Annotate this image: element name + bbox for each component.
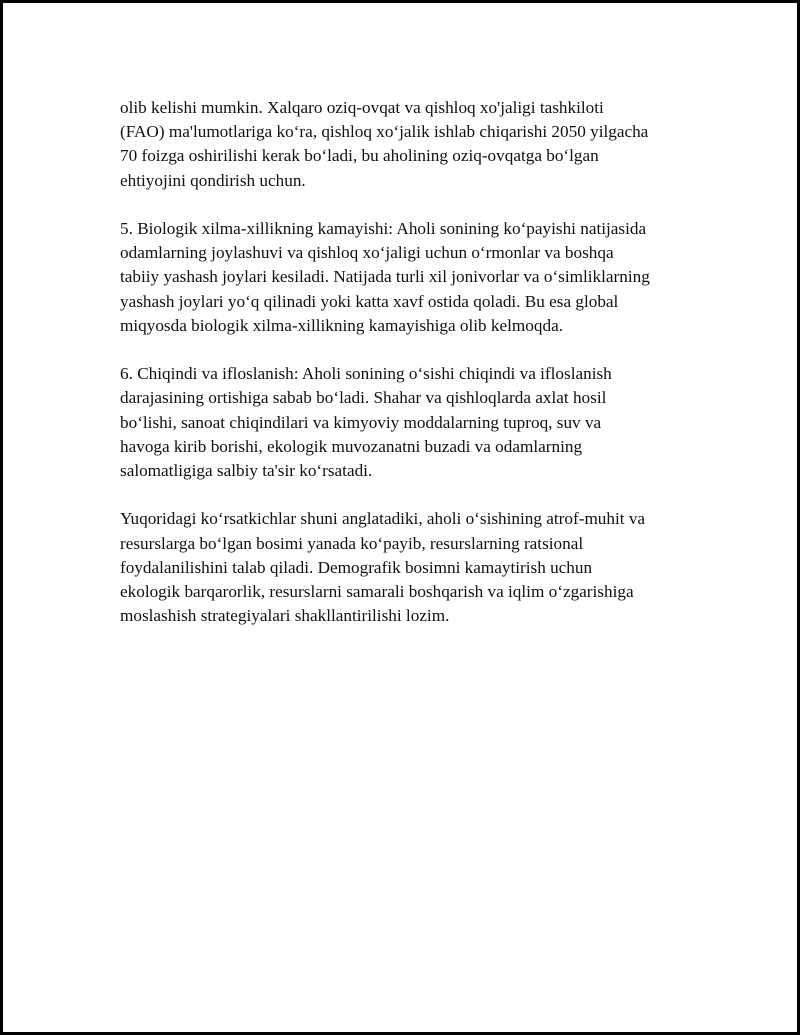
paragraph-conclusion: Yuqoridagi koʻrsatkichlar shuni anglatadiki, aholi oʻsishining atrof-muhit va resurslarga boʻlgan bosimi yanada koʻpayib, resurslarning ratsional foydalanilishini talab qiladi. Demografik bosimni kamaytirish uchun ekologik barqarorlik, resurslarni samarali boshqarish va iqlim oʻzgarishiga moslashish strategiyalari shakllantirilishi lozim. [120,509,646,626]
document-body [120,96,700,653]
paragraph-fao-continuation: olib kelishi mumkin. Xalqaro oziq-ovqat va qishloq xo'jaligi tashkiloti (FAO) ma'lumotlariga koʻra, qishloq xoʻjalik ishlab chiqarishi 2050 yilgacha 70 foizga oshirilishi kerak boʻladi, bu aholining oziq-ovqatga boʻlgan ehtiyojini qondirish uchun. [120,98,649,190]
paragraph-waste-pollution: 6. Chiqindi va ifloslanish: Aholi sonining oʻsishi chiqindi va ifloslanish darajasining ortishiga sabab boʻladi. Shahar va qishloqlarda axlat hosil boʻlishi, sanoat chiqindilari va kimyoviy moddalarning tuproq, suv va havoga kirib borishi, ekologik muvozanatni buzadi va odamlarning salomatligiga salbiy ta'sir koʻrsatadi. [120,364,612,481]
paragraph-biodiversity-loss: 5. Biologik xilma-xillikning kamayishi: Aholi sonining koʻpayishi natijasida odamlarning joylashuvi va qishloq xoʻjaligi uchun oʻrmonlar va boshqa tabiiy yashash joylari kesiladi. Natijada turli xil jonivorlar va oʻsimliklarning yashash joylari yoʻq qilinadi yoki katta xavf ostida qoladi. Bu esa global miqyosda biologik xilma-xillikning kamayishiga olib kelmoqda. [120,219,650,335]
